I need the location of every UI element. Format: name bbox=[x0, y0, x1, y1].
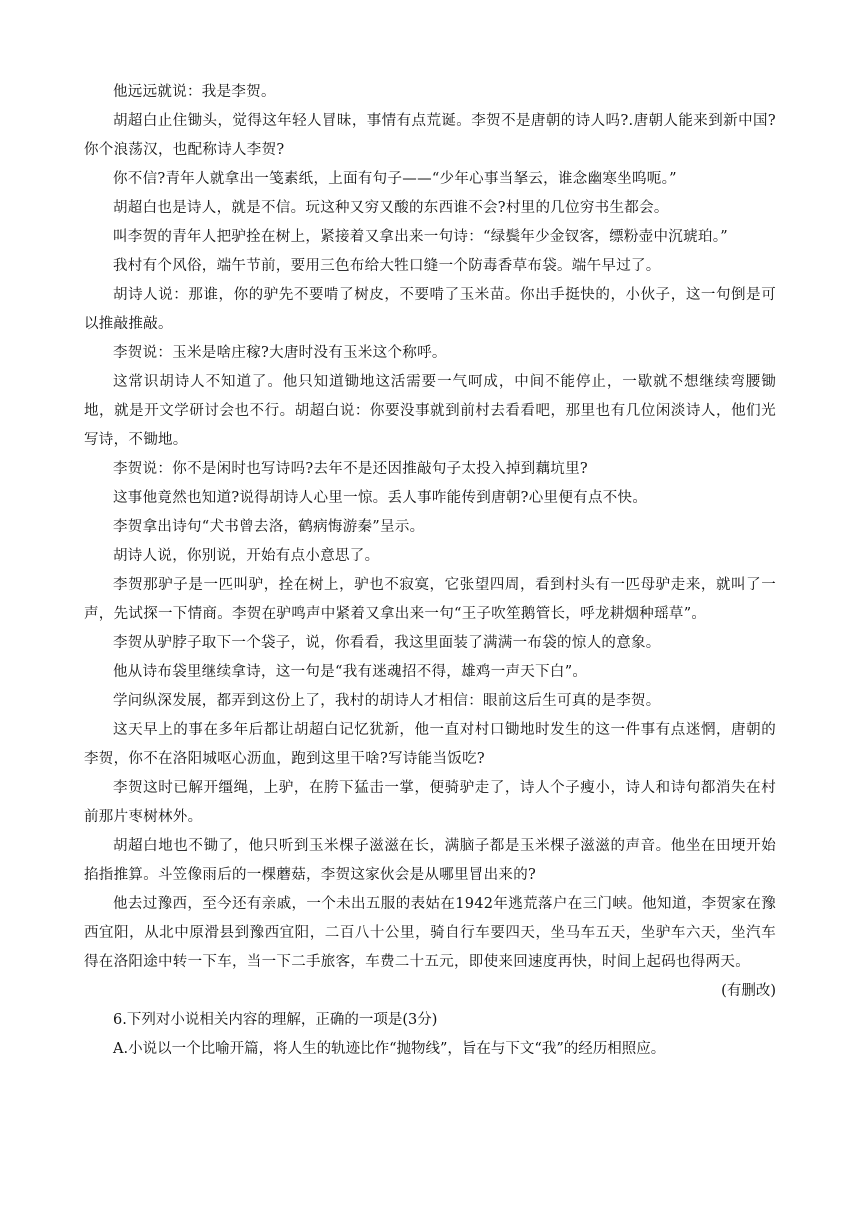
document-page bbox=[84, 78, 776, 1064]
paragraph: 他去过豫西，至今还有亲戚，一个未出五服的表姑在1942年逃荒落户在三门峡。他知道，李贺家在豫西宜阳，从北中原滑县到豫西宜阳，二百八十公里，骑自行车要四天，坐马车五天，坐驴车六天，坐汽车得在洛阳途中转一下车，当一下二手旅客，车费二十五元，即使来回速度再快，时间上起码也得两天。 bbox=[84, 896, 776, 970]
paragraph: 李贺拿出诗句“犬书曾去洛，鹤病悔游秦”呈示。 bbox=[113, 519, 425, 535]
paragraph: 他远远就说：我是李贺。 bbox=[113, 84, 276, 100]
paragraph: 我村有个风俗，端午节前，要用三色布给大牲口缝一个防毒香草布袋。端午早过了。 bbox=[113, 258, 661, 274]
paragraph: 李贺说：玉米是啥庄稼?大唐时没有玉米这个称呼。 bbox=[113, 345, 447, 361]
paragraph: 胡诗人说：那谁，你的驴先不要啃了树皮，不要啃了玉米苗。你出手挺快的，小伙子，这一句倒是可以推敲推敲。 bbox=[84, 287, 776, 332]
paragraph: 李贺从驴脖子取下一个袋子，说，你看看，我这里面装了满满一布袋的惊人的意象。 bbox=[113, 635, 661, 651]
option-a: A.小说以一个比喻开篇，将人生的轨迹比作“抛物线”，旨在与下文“我”的经历相照应。 bbox=[113, 1041, 666, 1057]
question-stem: 6.下列对小说相关内容的理解，正确的一项是(3分) bbox=[113, 1012, 438, 1028]
paragraph: 胡超白止住锄头，觉得这年轻人冒昧，事情有点荒诞。李贺不是唐朝的诗人吗?.唐朝人能来到新中国?你个浪荡汉，也配称诗人李贺? bbox=[84, 113, 776, 158]
paragraph: 胡诗人说，你别说，开始有点小意思了。 bbox=[113, 548, 380, 564]
question-block bbox=[84, 1006, 776, 1064]
paragraph: 李贺说：你不是闲时也写诗吗?去年不是还因推敲句子太投入掉到藕坑里? bbox=[113, 461, 588, 477]
source-note: (有删改) bbox=[721, 983, 776, 999]
paragraph: 李贺那驴子是一匹叫驴，拴在树上，驴也不寂寞，它张望四周，看到村头有一匹母驴走来，就叫了一声，先试探一下情商。李贺在驴鸣声中紧着又拿出来一句“王子吹笙鹅管长，呼龙耕烟种瑶草”。 bbox=[84, 577, 776, 622]
story-body bbox=[84, 78, 776, 977]
paragraph: 学问纵深发展，都弄到这份上了，我村的胡诗人才相信：眼前这后生可真的是李贺。 bbox=[113, 693, 661, 709]
paragraph: 这常识胡诗人不知道了。他只知道锄地这活需要一气呵成，中间不能停止，一歇就不想继续弯腰锄地，就是开文学研讨会也不行。胡超白说：你要没事就到前村去看看吧，那里也有几位闲淡诗人，他们光写诗，不锄地。 bbox=[84, 374, 776, 448]
paragraph: 他从诗布袋里继续拿诗，这一句是“我有迷魂招不得，雄鸡一声天下白”。 bbox=[113, 664, 588, 680]
paragraph: 这事他竟然也知道?说得胡诗人心里一惊。丢人事咋能传到唐朝?心里便有点不快。 bbox=[113, 490, 648, 506]
paragraph: 叫李贺的青年人把驴拴在树上，紧接着又拿出来一句诗：“绿鬓年少金钗客，缥粉壶中沉琥珀。” bbox=[113, 229, 728, 245]
paragraph: 你不信?青年人就拿出一笺素纸，上面有句子——“少年心事当拏云，谁念幽寒坐呜呃。” bbox=[113, 171, 677, 187]
paragraph: 李贺这时已解开缰绳，上驴，在胯下猛击一掌，便骑驴走了，诗人个子瘦小，诗人和诗句都消失在村前那片枣树林外。 bbox=[84, 780, 776, 825]
paragraph: 胡超白也是诗人，就是不信。玩这种又穷又酸的东西谁不会?村里的几位穷书生都会。 bbox=[113, 200, 669, 216]
paragraph: 胡超白地也不锄了，他只听到玉米棵子滋滋在长，满脑子都是玉米棵子滋滋的声音。他坐在田埂开始掐指推算。斗笠像雨后的一棵蘑菇，李贺这家伙会是从哪里冒出来的? bbox=[84, 838, 776, 883]
paragraph: 这天早上的事在多年后都让胡超白记忆犹新，他一直对村口锄地时发生的这一件事有点迷惘，唐朝的李贺，你不在洛阳城呕心沥血，跑到这里干啥?写诗能当饭吃? bbox=[84, 722, 776, 767]
